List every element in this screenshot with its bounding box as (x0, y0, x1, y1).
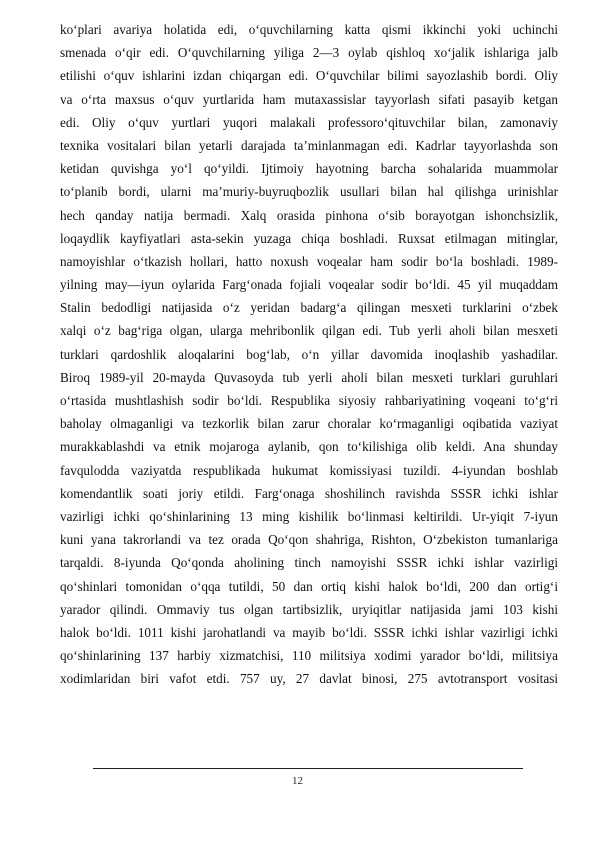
text-line: turklari qardoshlik aloqalarini bog‘lab, o‘n yillar davomida inoqlashib yashadilar. (60, 346, 558, 362)
text-line: kuni yana takrorlandi va tez orada Qo‘qon shahriga, Rishton, O‘zbekiston tumanlariga (60, 532, 558, 548)
text-line: va o‘rta maxsus o‘quv yurtlarida ham mutaxassislar tayyorlash sifati pasayib ketgan (60, 91, 558, 107)
footer-divider-thick (113, 768, 503, 769)
text-line: to‘planib bordi, ularni ma’muriy-buyruqbozlik usullari bilan hal qilishga urinishlar (60, 184, 558, 200)
text-line: qo‘shinlari tomonidan o‘qqa tutildi, 50 dan ortiq kishi halok bo‘ldi, 200 dan ortig‘i (60, 578, 558, 594)
text-line: komendantlik soati joriy etildi. Farg‘onaga shoshilinch ravishda SSSR ichki ishlar (60, 485, 558, 501)
text-line: baholay olmaganligi va tezkorlik bilan zarur choralar ko‘rmaganligi oqibatida vaziyat (60, 416, 558, 432)
text-line: vazirligi ichki qo‘shinlarining 13 ming kishilik bo‘linmasi keltirildi. Ur-yiqit 7-iyun (60, 508, 558, 524)
text-line: loqaydlik kayfiyatlari asta-sekin yuzaga chiqa boshladi. Ruxsat etilmagan mitinglar, (60, 230, 558, 246)
text-line: namoyishlar o‘tkazish hollari, hatto noxush voqealar ham sodir bo‘la boshladi. 1989- (60, 253, 558, 269)
text-line: smenada o‘qir edi. O‘quvchilarning yiliga 2—3 oylab qishloq xo‘jalik ishlariga jalb (60, 45, 558, 61)
text-line: Stalin bedodligi natijasida o‘z yeridan badarg‘a qilingan mesxeti turklarini o‘zbek (60, 300, 558, 316)
page-number: 12 (292, 775, 303, 787)
text-line: hech qanday natija bermadi. Xalq orasida pinhona o‘sib borayotgan ishonchsizlik, (60, 207, 558, 223)
text-line: edi. Oliy o‘quv yurtlari yuqori malakali professoro‘qituvchilar bilan, zamonaviy (60, 114, 558, 130)
text-line: texnika vositalari bilan yetarli darajada ta’minlanmagan edi. Kadrlar tayyorlashda son (60, 137, 558, 153)
text-line: Biroq 1989-yil 20-mayda Quvasoyda tub yerli aholi bilan mesxeti turklari guruhlari (60, 369, 558, 385)
text-line: xodimlaridan biri vafot etdi. 757 uy, 27 davlat binosi, 275 avtotransport vositasi (60, 671, 558, 687)
text-line: favqulodda vaziyatda respublikada hukumat komissiyasi tuzildi. 4-iyundan boshlab (60, 462, 558, 478)
text-line: qo‘shinlarining 137 harbiy xizmatchisi, 110 militsiya xodimi yarador bo‘ldi, militsiya (60, 648, 558, 664)
text-line: o‘rtasida mushtlashish sodir bo‘ldi. Respublika siyosiy rahbariyatining voqeani to‘g‘ri (60, 393, 558, 408)
footer-divider (93, 768, 523, 769)
text-line: ketidan quvishga yo‘l qo‘yildi. Ijtimoiy hayotning barcha sohalarida muammolar (60, 161, 558, 177)
text-line: etilishi o‘quv ishlarini izdan chiqargan edi. O‘quvchilar bilimi sayozlashib bordi. Oliy (60, 68, 558, 84)
text-line: tarqaldi. 8-iyunda Qo‘qonda aholining tinch namoyishi SSSR ichki ishlar vazirligi (60, 555, 558, 571)
body-text (60, 18, 558, 690)
text-line: ko‘plari avariya holatida edi, o‘quvchilarning katta qismi ikkinchi yoki uchinchi (60, 22, 558, 37)
text-line: murakkablashdi va etnik mojaroga aylanib, qon to‘kilishiga olib keldi. Ana shunday (60, 439, 558, 455)
text-line: halok bo‘ldi. 1011 kishi jarohatlandi va mayib bo‘ldi. SSSR ichki ishlar vazirligi ichki (60, 624, 558, 640)
text-line: yilning may—iyun oylarida Farg‘onada fojiali voqealar sodir bo‘ldi. 45 yil muqaddam (60, 277, 558, 293)
text-line: xalqi o‘z bag‘riga olgan, ularga mehribonlik qilgan edi. Tub yerli aholi bilan mesxeti (60, 323, 558, 339)
text-line: yarador qilindi. Ommaviy tus olgan tartibsizlik, uryiqitlar natijasida jami 103 kishi (60, 601, 558, 617)
